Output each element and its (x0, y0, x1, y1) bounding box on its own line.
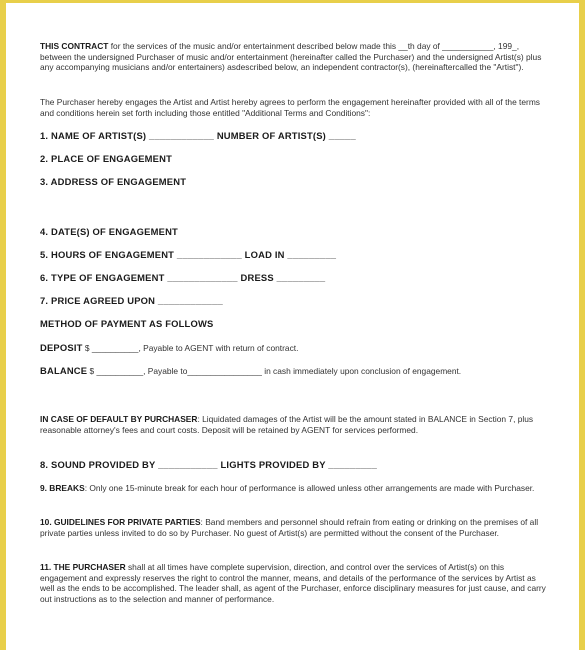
field-sound-lights: 8. SOUND PROVIDED BY ___________ LIGHTS PROVIDED BY _________ (40, 459, 378, 470)
balance-text: $ __________, Payable to________________ in cash immediately upon conclusion of engagement. (87, 366, 462, 376)
purchaser-control-lead: 11. THE PURCHASER (40, 562, 126, 572)
breaks-clause (40, 483, 550, 494)
intro-lead: THIS CONTRACT (40, 41, 109, 51)
default-clause-body: : Liquidated damages of the Artist will be the amount stated in BALANCE in Section 7, plus reasonable attorney's fees and court costs. Deposit will be retained by AGENT for services performed. (40, 414, 534, 435)
purchaser-control-clause (40, 562, 550, 604)
guidelines-clause (40, 517, 550, 538)
field-type-of-engagement: 6. TYPE OF ENGAGEMENT _____________ DRESS _________ (40, 272, 326, 283)
deposit-label: DEPOSIT (40, 342, 83, 353)
field-place-of-engagement: 2. PLACE OF ENGAGEMENT (40, 153, 173, 164)
guidelines-lead: 10. GUIDELINES FOR PRIVATE PARTIES (40, 517, 201, 527)
guidelines-body: : Band members and personnel should refrain from eating or drinking on the premises of all private parties unless invited to do so by Purchaser. No guest of Artist(s) are permitted without the consent of the Purchaser. (40, 517, 539, 538)
field-dates-of-engagement: 4. DATE(S) OF ENGAGEMENT (40, 226, 178, 237)
deposit-line (40, 343, 550, 354)
field-price-agreed: 7. PRICE AGREED UPON ____________ (40, 295, 223, 306)
intro-body: for the services of the music and/or entertainment described below made this __th day of ___________, 199_, between the undersigned Purchaser of music and/or entertainment (hereinafter called the Purchaser) and the undersigned Artist(s) plus any accompanying musicians and/or entertainers) asdescribed below, an independent contractor(s), (hereinaftercalled the "Artist"). (40, 41, 542, 72)
field-method-of-payment: METHOD OF PAYMENT AS FOLLOWS (40, 318, 214, 329)
field-hours-of-engagement: 5. HOURS OF ENGAGEMENT ____________ LOAD IN _________ (40, 249, 337, 260)
default-clause-lead: IN CASE OF DEFAULT BY PURCHASER (40, 414, 198, 424)
balance-label: BALANCE (40, 365, 88, 376)
deposit-text: $ __________, Payable to AGENT with return of contract. (82, 343, 299, 353)
field-name-of-artists: 1. NAME OF ARTIST(S) ____________ NUMBER OF ARTIST(S) _____ (40, 130, 356, 141)
intro-paragraph (40, 41, 550, 73)
breaks-lead: 9. BREAKS (40, 483, 85, 493)
engagement-paragraph: The Purchaser hereby engages the Artist and Artist hereby agrees to perform the engagement hereinafter provided with all of the terms and conditions herein set forth including those entitled "Additional Terms and Conditions": (40, 97, 540, 118)
field-address-of-engagement: 3. ADDRESS OF ENGAGEMENT (40, 176, 187, 187)
purchaser-control-body: shall at all times have complete supervision, direction, and control over the services of Artist(s) on this engagement and expressly reserves the right to control the manner, means, and details of the performance of the services by Artist as well as the ends to be accomplished. The leader shall, as agent of the Purchaser, enforce disciplinary measures for just cause, and carry out instructions as to the selection and manner of performance. (40, 562, 546, 604)
breaks-body: : Only one 15-minute break for each hour of performance is allowed unless other arrangements are made with Purchaser. (84, 483, 535, 493)
default-clause (40, 414, 550, 435)
balance-line (40, 366, 550, 377)
